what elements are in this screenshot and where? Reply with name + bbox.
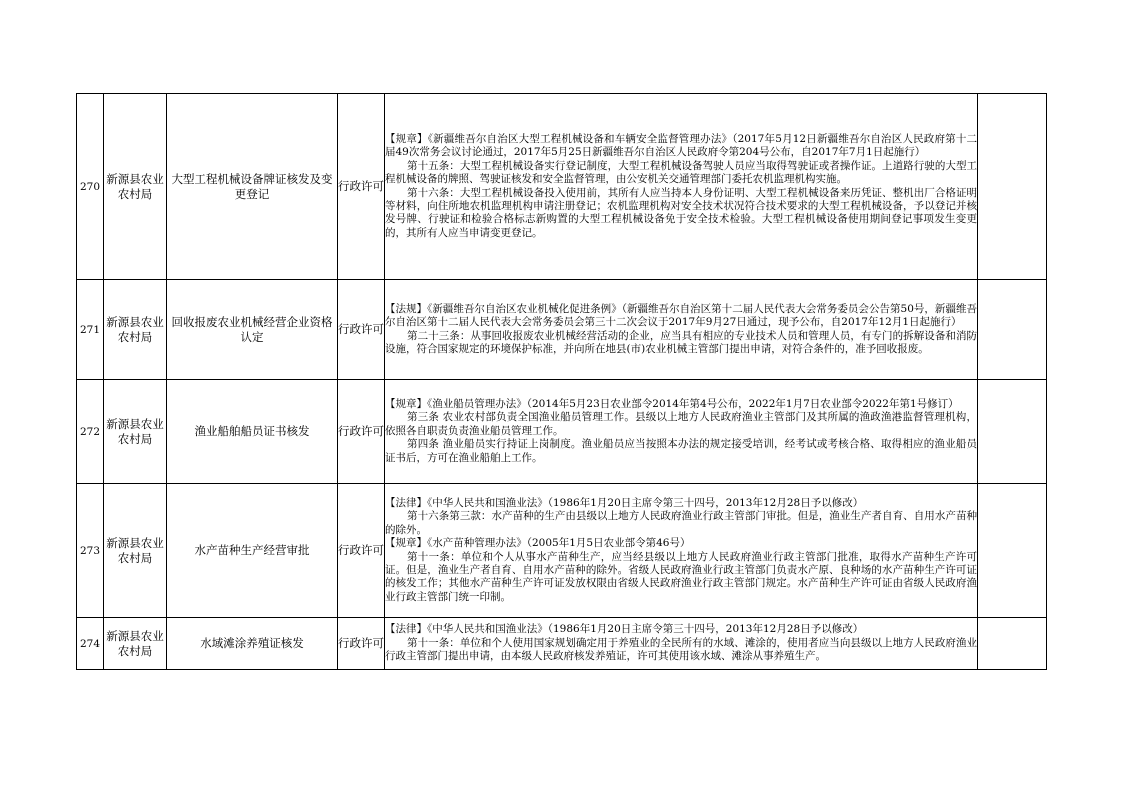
legal-basis-cell	[385, 280, 978, 380]
item-type-cell: 行政许可	[338, 618, 385, 670]
basis-heading: 【规章】《水产苗种管理办法》（2005年1月5日农业部令第46号）	[385, 537, 691, 550]
remark-cell	[978, 380, 1047, 484]
department-cell: 新源县农业农村局	[104, 280, 167, 380]
basis-article: 第十五条：大型工程机械设备实行登记制度，大型工程机械设备驾驶人员应当取得驾驶证或者操作证。上道路行驶的大型工程机械设备的牌照、驾驶证核发和安全监督管理，由公安机关交通管理部门委托农机监理机构实施。	[385, 159, 977, 186]
basis-heading: 【法律】《中华人民共和国渔业法》（1986年1月20日主席令第三十四号，2013年12月28日予以修改）	[385, 496, 864, 509]
remark-cell	[978, 94, 1047, 280]
basis-article: 第三条 农业农村部负责全国渔业船员管理工作。县级以上地方人民政府渔业主管部门及其所属的渔政渔港监督管理机构，依照各自职责负责渔业船员管理工作。	[385, 411, 977, 437]
table-row	[77, 484, 1047, 618]
basis-article: 第十六条第三款：水产苗种的生产由县级以上地方人民政府渔业行政主管部门审批。但是，渔业生产者自育、自用水产苗种的除外。	[385, 510, 977, 536]
remark-cell	[978, 618, 1047, 670]
item-type-cell: 行政许可	[338, 380, 385, 484]
row-number: 271	[77, 280, 104, 380]
legal-basis-cell	[385, 618, 978, 670]
department-cell: 新源县农业农村局	[104, 380, 167, 484]
row-number: 270	[77, 94, 104, 280]
item-type-cell: 行政许可	[338, 484, 385, 618]
item-name-cell: 水域滩涂养殖证核发	[167, 618, 338, 670]
legal-basis-cell	[385, 94, 978, 280]
table-row	[77, 280, 1047, 380]
basis-heading: 【规章】《渔业船员管理办法》（2014年5月23日农业部令2014年第4号公布，2022年1月7日农业部令2022年第1号修订）	[385, 397, 959, 410]
remark-cell	[978, 280, 1047, 380]
legal-basis-cell	[385, 380, 978, 484]
basis-article: 第十一条：单位和个人从事水产苗种生产，应当经县级以上地方人民政府渔业行政主管部门批准，取得水产苗种生产许可证。但是，渔业生产者自育、自用水产苗种的除外。省级人民政府渔业行政主管部门负责水产原、良种场的水产苗种生产许可证的核发工作；其他水产苗种生产许可证发放权限由省级人民政府渔业行政主管部门规定。水产苗种生产许可证由省级人民政府渔业行政主管部门统一印制。	[385, 550, 977, 603]
administrative-license-table	[76, 93, 1047, 670]
row-number: 273	[77, 484, 104, 618]
row-number: 272	[77, 380, 104, 484]
basis-heading: 【规章】《新疆维吾尔自治区大型工程机械设备和车辆安全监督管理办法》（2017年5月12日新疆维吾尔自治区人民政府第十二届49次常务会议讨论通过，2017年5月25日新疆维吾尔自治区人民政府令第204号公布，自2017年7月1日起施行）	[385, 132, 977, 159]
item-type-cell: 行政许可	[338, 94, 385, 280]
item-type-cell: 行政许可	[338, 280, 385, 380]
legal-basis-cell	[385, 484, 978, 618]
basis-heading: 【法规】《新疆维吾尔自治区农业机械化促进条例》（新疆维吾尔自治区第十二届人民代表大会常务委员会公告第50号，新疆维吾尔自治区第十二届人民代表大会常务委员会第三十二次会议于2017年9月27日通过，现予公布，自2017年12月1日起施行）	[385, 302, 977, 329]
row-number: 274	[77, 618, 104, 670]
table-row	[77, 380, 1047, 484]
basis-article: 第十六条：大型工程机械设备投入使用前，其所有人应当持本人身份证明、大型工程机械设备来历凭证、整机出厂合格证明等材料，向住所地农机监理机构申请注册登记；农机监理机构对安全技术状况符合技术要求的大型工程机械设备，予以登记并核发号牌、行驶证和检验合格标志新购置的大型工程机械设备免于安全技术检验。大型工程机械设备使用期间登记事项发生变更的，其所有人应当申请变更登记。	[385, 186, 977, 239]
basis-article: 第十一条：单位和个人使用国家规划确定用于养殖业的全民所有的水域、滩涂的，使用者应当向县级以上地方人民政府渔业行政主管部门提出申请，由本级人民政府核发养殖证，许可其使用该水域、滩涂从事养殖生产。	[385, 636, 977, 663]
regulation-table-page	[76, 93, 1044, 670]
item-name-cell: 水产苗种生产经营审批	[167, 484, 338, 618]
table-row	[77, 618, 1047, 670]
basis-article: 第四条 渔业船员实行持证上岗制度。渔业船员应当按照本办法的规定接受培训，经考试或考核合格、取得相应的渔业船员证书后，方可在渔业船舶上工作。	[385, 438, 977, 464]
item-name-cell: 回收报废农业机械经营企业资格认定	[167, 280, 338, 380]
basis-article: 第二十三条：从事回收报废农业机械经营活动的企业，应当具有相应的专业技术人员和管理人员，有专门的拆解设备和消防设施，符合国家规定的环境保护标准，并向所在地县(市)农业机械主管部门提出申请，对符合条件的，准予回收报废。	[385, 329, 977, 355]
item-name-cell: 大型工程机械设备牌证核发及变更登记	[167, 94, 338, 280]
department-cell: 新源县农业农村局	[104, 618, 167, 670]
department-cell: 新源县农业农村局	[104, 484, 167, 618]
department-cell: 新源县农业农村局	[104, 94, 167, 280]
item-name-cell: 渔业船舶船员证书核发	[167, 380, 338, 484]
basis-heading: 【法律】《中华人民共和国渔业法》（1986年1月20日主席令第三十四号，2013年12月28日予以修改）	[385, 623, 864, 636]
remark-cell	[978, 484, 1047, 618]
table-row	[77, 94, 1047, 280]
